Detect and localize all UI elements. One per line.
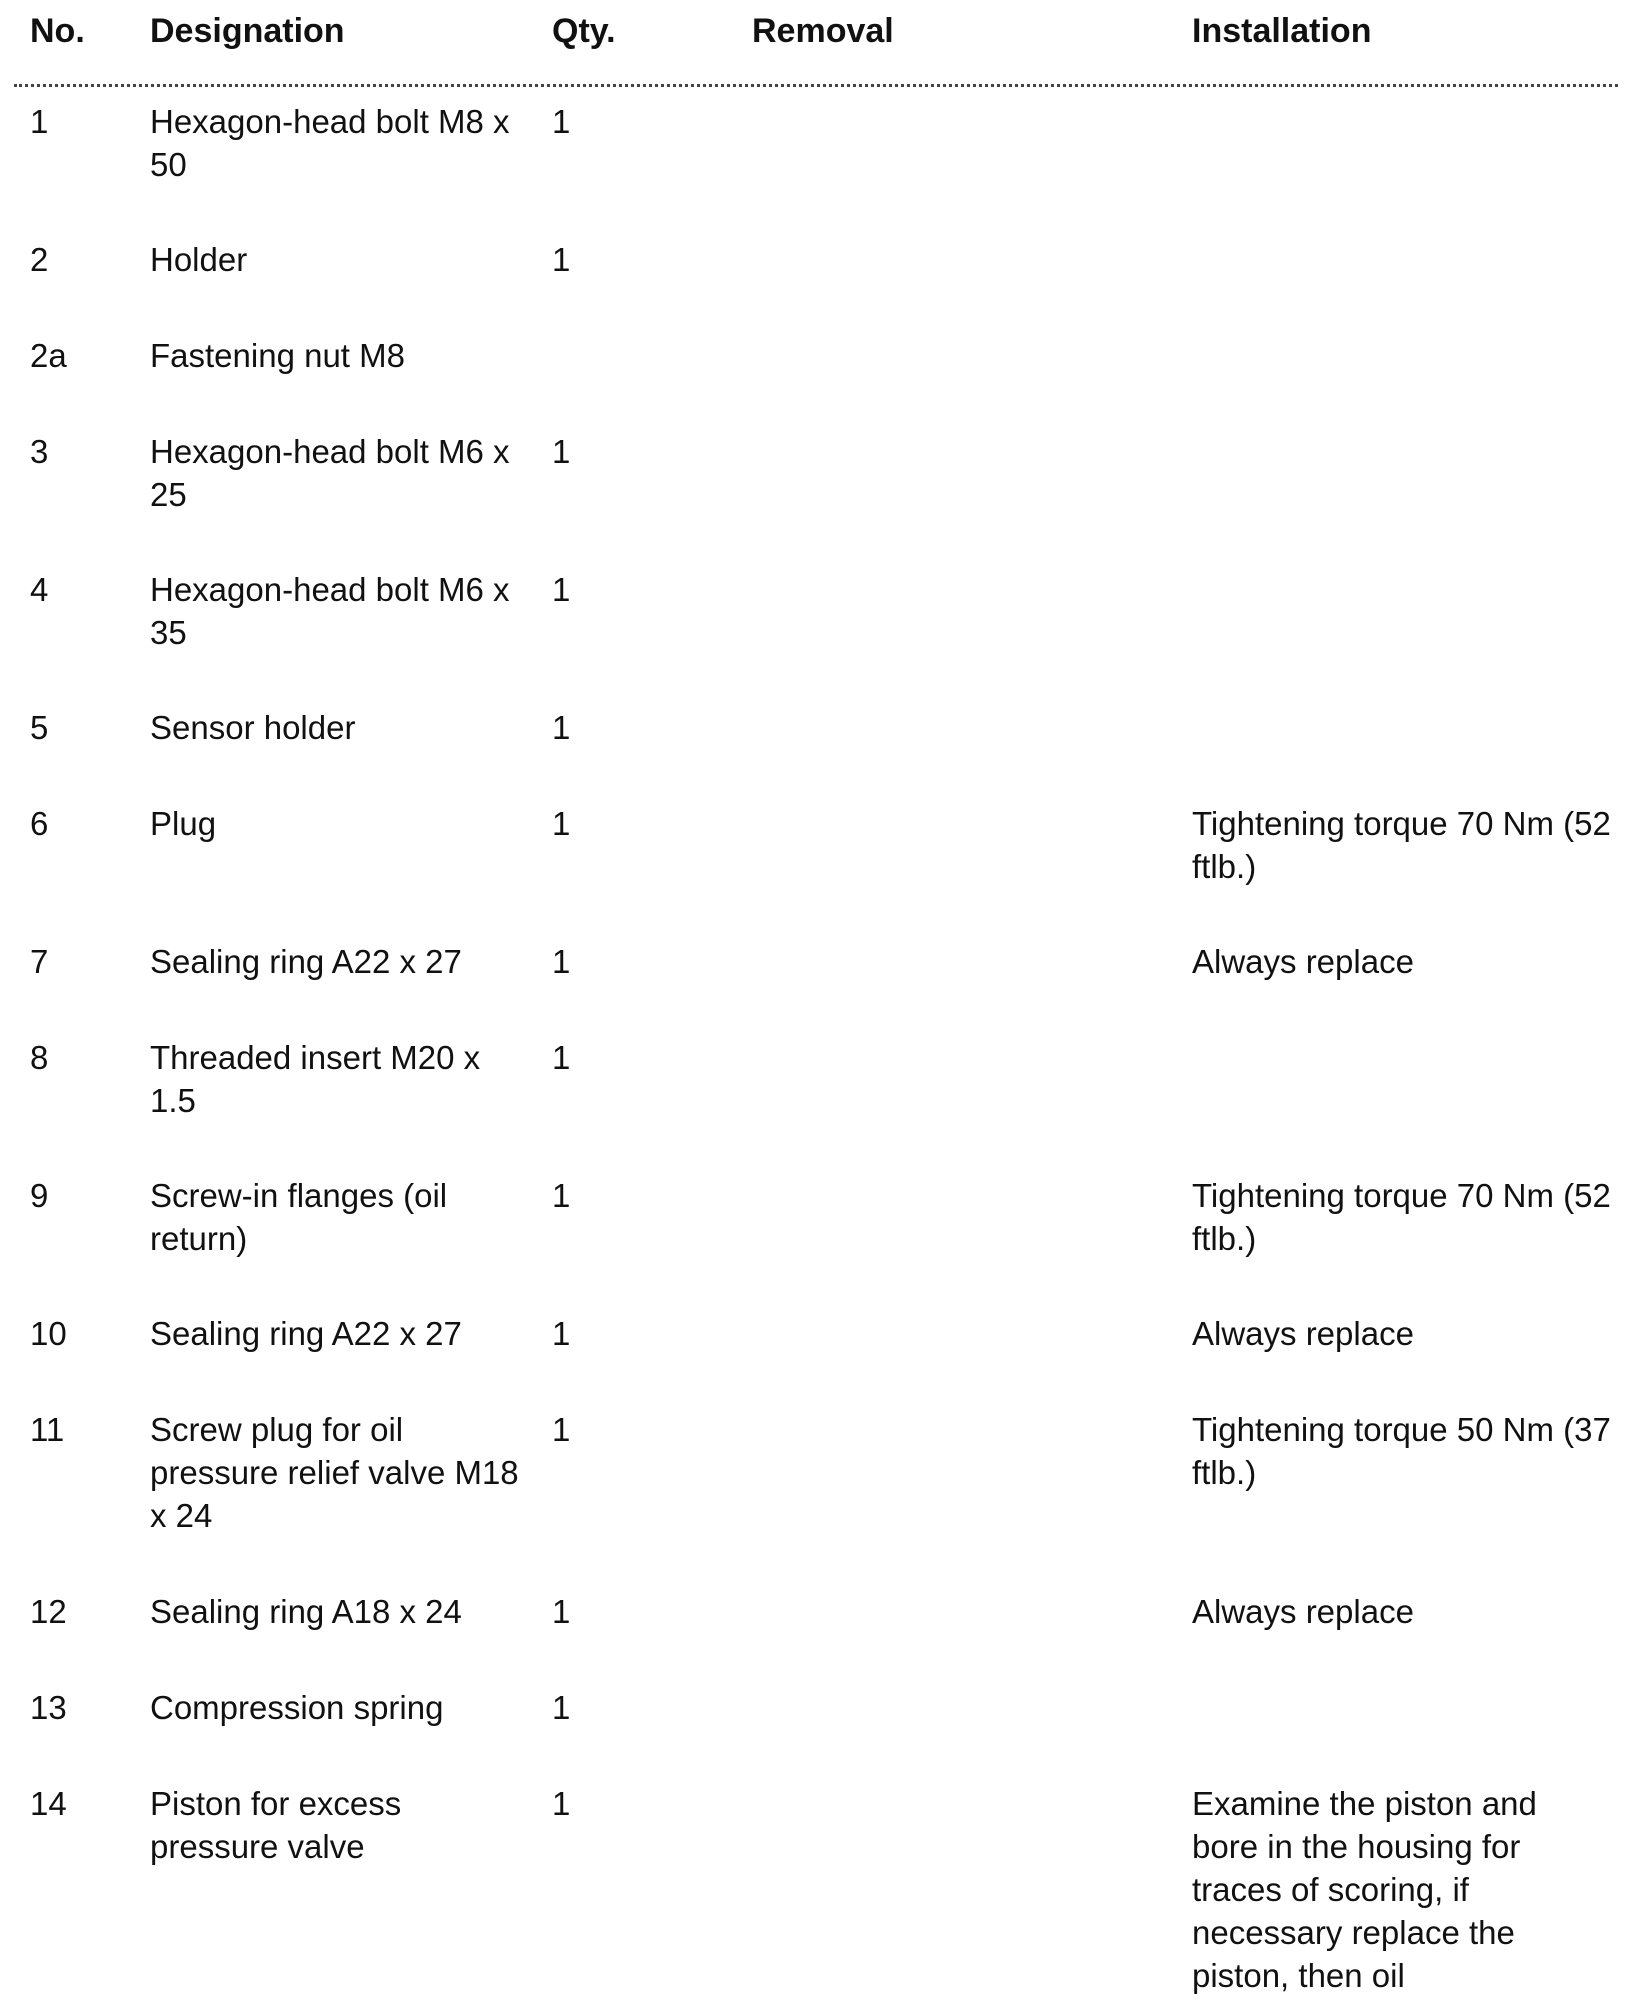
cell-installation: Tightening torque 50 Nm (37 ftlb.) xyxy=(1192,1411,1611,1491)
cell-no: 6 xyxy=(30,805,49,842)
cell-no: 7 xyxy=(30,943,49,980)
cell-qty: 1 xyxy=(552,709,571,746)
cell-installation: Tightening torque 70 Nm (52 ftlb.) xyxy=(1192,1177,1611,1257)
column-header-qty: Qty. xyxy=(552,12,616,50)
cell-no: 8 xyxy=(30,1039,49,1076)
cell-qty: 1 xyxy=(552,943,571,980)
cell-qty: 1 xyxy=(552,433,571,470)
cell-designation: Screw-in flanges (oil return) xyxy=(150,1177,448,1257)
table-row xyxy=(0,1782,1632,2002)
cell-qty: 1 xyxy=(552,571,571,608)
table-row xyxy=(0,100,1632,238)
cell-no: 1 xyxy=(30,103,49,140)
cell-qty: 1 xyxy=(552,1689,571,1726)
cell-designation: Threaded insert M20 x 1.5 xyxy=(150,1039,481,1119)
cell-designation: Piston for excess pressure valve xyxy=(150,1785,402,1865)
table-row xyxy=(0,1590,1632,1686)
cell-installation: Tightening torque 70 Nm (52 ftlb.) xyxy=(1192,805,1611,885)
cell-installation: Always replace xyxy=(1192,943,1414,980)
cell-installation: Always replace xyxy=(1192,1315,1414,1352)
cell-no: 9 xyxy=(30,1177,49,1214)
cell-no: 4 xyxy=(30,571,49,608)
cell-designation: Sensor holder xyxy=(150,709,356,746)
table-row xyxy=(0,1174,1632,1312)
cell-installation: Examine the piston and bore in the housing for traces of scoring, if necessary replace the piston, then oil xyxy=(1192,1785,1537,1994)
column-header-installation: Installation xyxy=(1192,12,1372,50)
cell-qty: 1 xyxy=(552,1785,571,1822)
column-header-no: No. xyxy=(30,12,85,50)
cell-no: 11 xyxy=(30,1411,65,1448)
table-row xyxy=(0,334,1632,430)
table-row xyxy=(0,940,1632,1036)
cell-no: 10 xyxy=(30,1315,67,1352)
cell-no: 14 xyxy=(30,1785,67,1822)
cell-no: 2 xyxy=(30,241,49,278)
table-row xyxy=(0,238,1632,334)
cell-qty: 1 xyxy=(552,103,571,140)
cell-designation: Hexagon-head bolt M6 x 35 xyxy=(150,571,510,651)
cell-no: 5 xyxy=(30,709,49,746)
cell-qty: 1 xyxy=(552,1411,571,1448)
table-row xyxy=(0,1312,1632,1408)
cell-qty: 1 xyxy=(552,805,571,842)
cell-designation: Sealing ring A22 x 27 xyxy=(150,1315,462,1352)
cell-designation: Holder xyxy=(150,241,248,278)
table-row xyxy=(0,1408,1632,1590)
cell-no: 2a xyxy=(30,337,67,374)
cell-designation: Sealing ring A18 x 24 xyxy=(150,1593,462,1630)
cell-installation: Always replace xyxy=(1192,1593,1414,1630)
cell-qty: 1 xyxy=(552,1177,571,1214)
table-header xyxy=(0,0,1632,60)
cell-no: 13 xyxy=(30,1689,67,1726)
cell-no: 12 xyxy=(30,1593,67,1630)
cell-designation: Compression spring xyxy=(150,1689,444,1726)
table-row xyxy=(0,1686,1632,1782)
cell-qty: 1 xyxy=(552,1593,571,1630)
table-row xyxy=(0,706,1632,802)
cell-designation: Plug xyxy=(150,805,217,842)
cell-no: 3 xyxy=(30,433,49,470)
cell-qty: 1 xyxy=(552,241,571,278)
column-header-designation: Designation xyxy=(150,12,345,50)
cell-designation: Hexagon-head bolt M6 x 25 xyxy=(150,433,510,513)
cell-designation: Fastening nut M8 xyxy=(150,337,405,374)
cell-qty: 1 xyxy=(552,1315,571,1352)
table-row xyxy=(0,430,1632,568)
table-body xyxy=(0,100,1632,2002)
cell-qty: 1 xyxy=(552,1039,571,1076)
table-row xyxy=(0,568,1632,706)
cell-designation: Screw plug for oil pressure relief valve M18 x 24 xyxy=(150,1411,519,1534)
column-header-removal: Removal xyxy=(752,12,894,50)
table-row xyxy=(0,1036,1632,1174)
cell-designation: Sealing ring A22 x 27 xyxy=(150,943,462,980)
cell-designation: Hexagon-head bolt M8 x 50 xyxy=(150,103,510,183)
table-row xyxy=(0,802,1632,940)
header-divider xyxy=(14,84,1618,87)
